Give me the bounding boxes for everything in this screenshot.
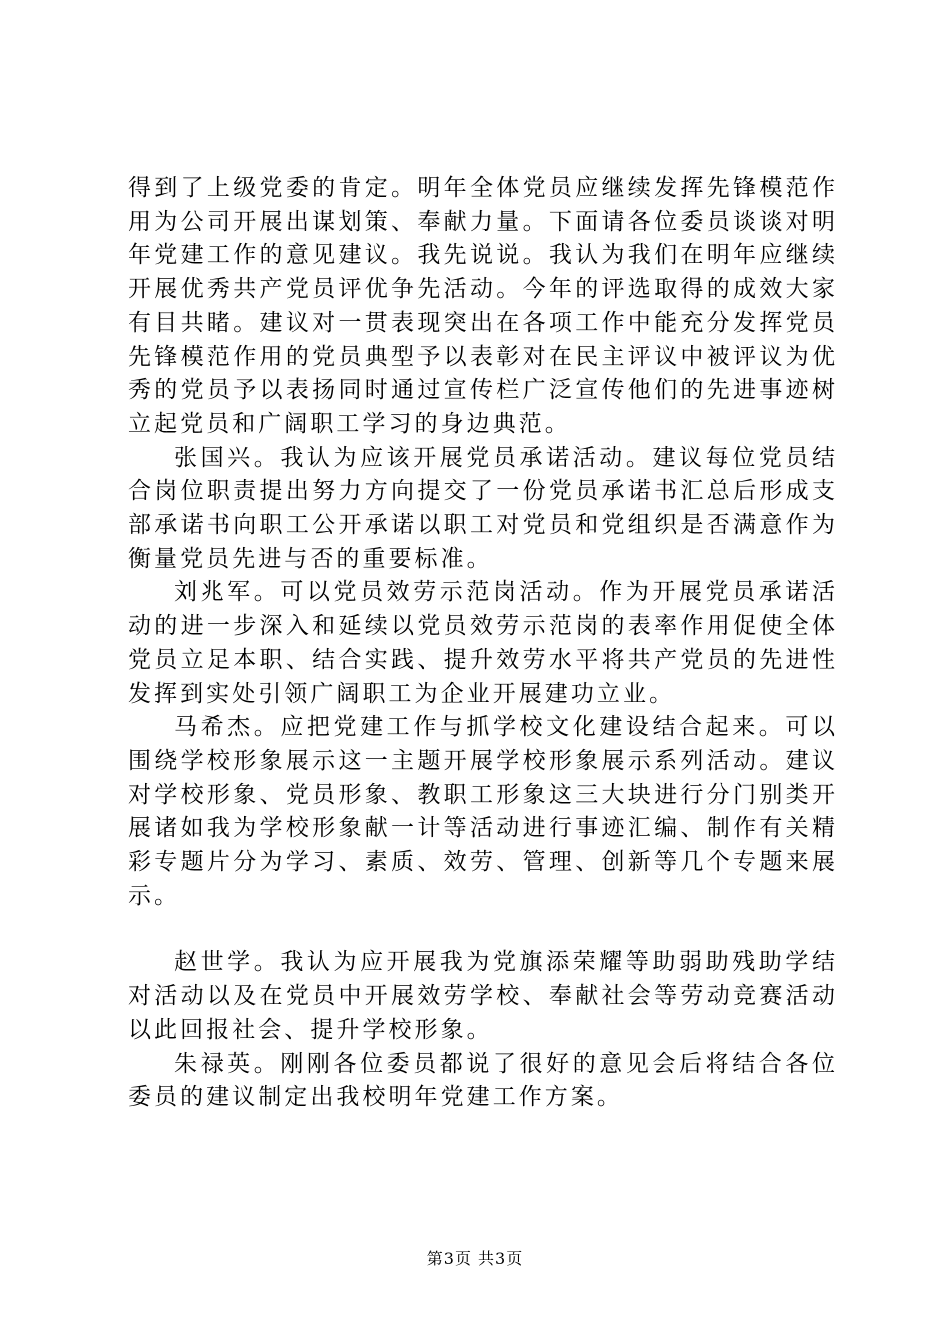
paragraph-1: 得到了上级党委的肯定。明年全体党员应继续发挥先锋模范作用为公司开展出谋划策、奉献力量。下面请各位委员谈谈对明年党建工作的意见建议。我先说说。我认为我们在明年应继续开展优秀共产党员评优争先活动。今年的评选取得的成效大家有目共睹。建议对一贯表现突出在各项工作中能充分发挥党员先锋模范作用的党员典型予以表彰对在民主评议中被评议为优秀的党员予以表扬同时通过宣传栏广泛宣传他们的先进事迹树立起党员和广阔职工学习的身边典范。 [128,175,838,437]
paragraph-3: 刘兆军。可以党员效劳示范岗活动。作为开展党员承诺活动的进一步深入和延续以党员效劳示范岗的表率作用促使全体党员立足本职、结合实践、提升效劳水平将共产党员的先进性发挥到实处引领广阔职工为企业开展建功立业。 [128,579,838,707]
paragraph-2: 张国兴。我认为应该开展党员承诺活动。建议每位党员结合岗位职责提出努力方向提交了一份党员承诺书汇总后形成支部承诺书向职工公开承诺以职工对党员和党组织是否满意作为衡量党员先进与否的重要标准。 [128,444,838,572]
paragraph-4: 马希杰。应把党建工作与抓学校文化建设结合起来。可以围绕学校形象展示这一主题开展学校形象展示系列活动。建议对学校形象、党员形象、教职工形象这三大块进行分门别类开展诸如我为学校形象献一计等活动进行事迹汇编、制作有关精彩专题片分为学习、素质、效劳、管理、创新等几个专题来展示。 [128,714,838,909]
paragraph-6: 朱禄英。刚刚各位委员都说了很好的意见会后将结合各位委员的建议制定出我校明年党建工作方案。 [128,1050,838,1111]
page-footer: 第3页 共3页 [426,1249,524,1268]
paragraph-5: 赵世学。我认为应开展我为党旗添荣耀等助弱助残助学结对活动以及在党员中开展效劳学校、奉献社会等劳动竞赛活动以此回报社会、提升学校形象。 [128,949,838,1043]
document-body [128,172,838,1115]
